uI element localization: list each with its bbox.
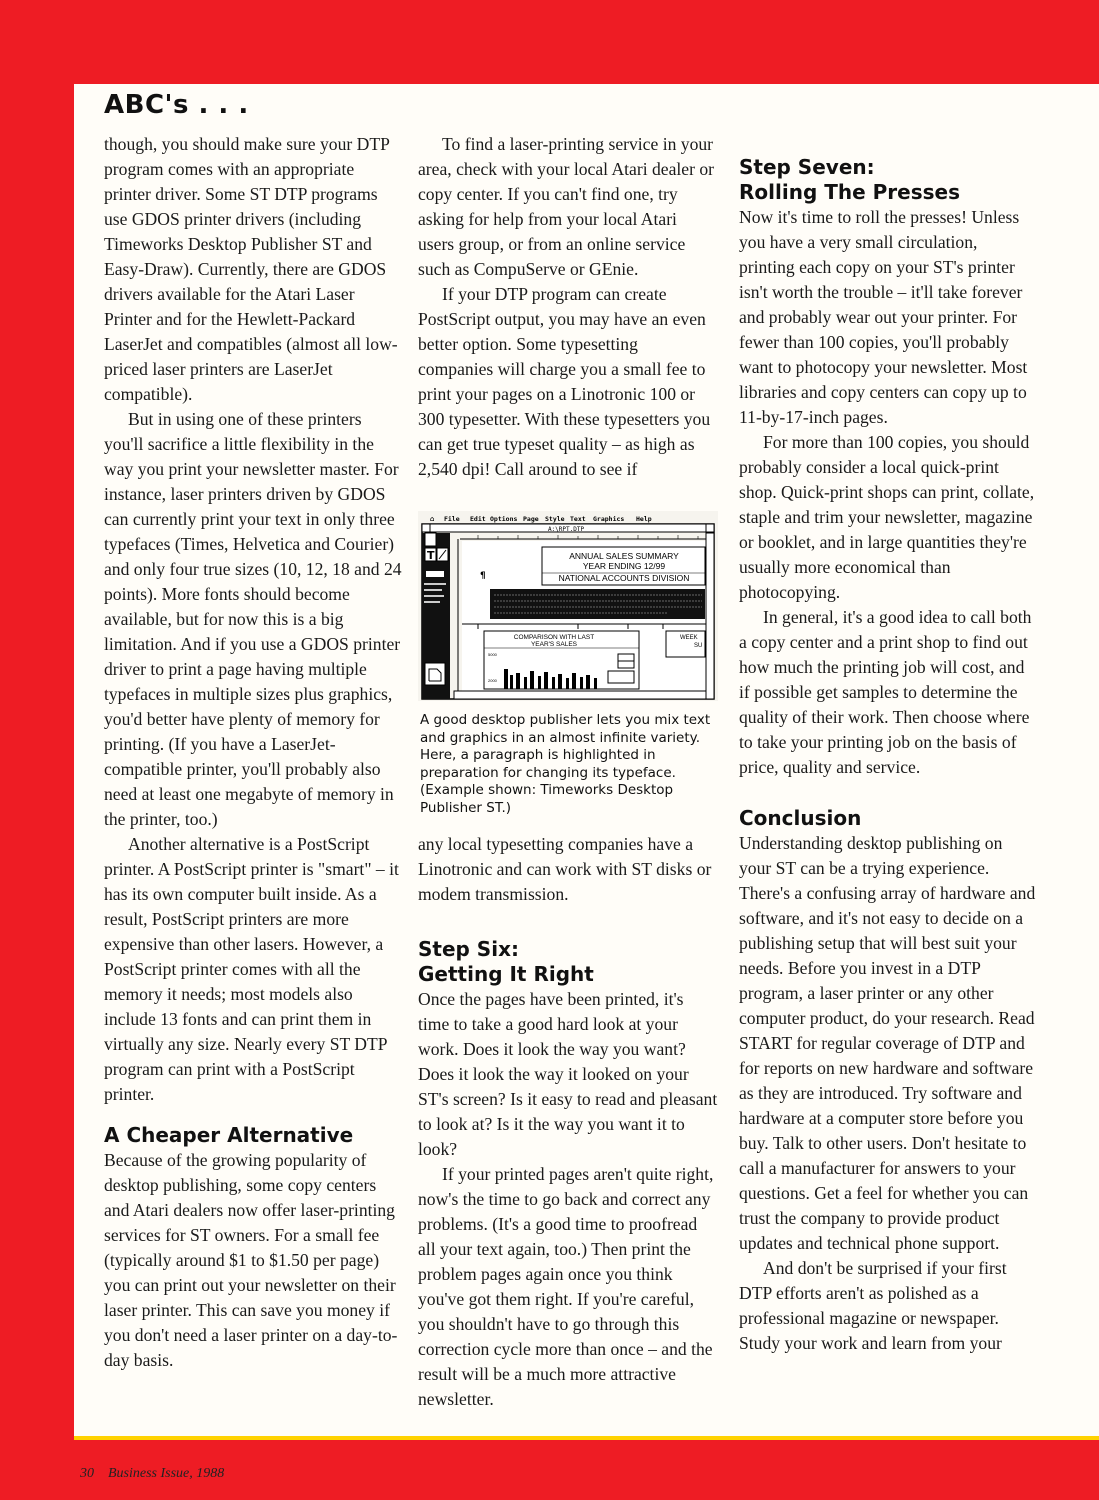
menu-item: Text	[570, 515, 586, 523]
section-heading: Conclusion	[739, 806, 862, 830]
menu-item: Help	[636, 515, 652, 523]
fullsize-box-icon	[706, 524, 714, 532]
box-line: YEAR ENDING 12/99	[582, 561, 666, 571]
column-2-bottom	[418, 832, 718, 1412]
paragraph: To find a laser-printing service in your area, check with your local Atari dealer or copy center. If you can't find one, try asking for help from your local Atari users group, or from an online service such as CompuServe or GEnie.	[418, 134, 715, 279]
section-heading: Step Seven:	[739, 155, 875, 179]
column-2-top	[418, 132, 716, 482]
page-footer	[80, 1466, 238, 1482]
menu-item: File	[444, 515, 460, 523]
box-line: NATIONAL ACCOUNTS DIVISION	[558, 573, 690, 583]
text-tool-icon: T	[427, 549, 435, 562]
close-box-icon	[422, 524, 430, 532]
screenshot-image	[418, 511, 718, 701]
column-3	[739, 155, 1037, 1356]
select-tool-icon	[425, 533, 436, 546]
paragraph: For more than 100 copies, you should probably consider a local quick-print shop. Quick-print shops can print, collate, staple and trim your newsletter, magazine or booklet, and in large quantities they're usually more economical than photocopying.	[739, 432, 1035, 602]
menu-item: Page	[523, 515, 539, 523]
box-line: WEEK	[680, 635, 698, 641]
section-heading: Getting It Right	[418, 962, 594, 986]
box-line: YEAR'S SALES	[530, 641, 578, 648]
figure-caption: A good desktop publisher lets you mix text and graphics in an almost infinite variety. Here, a paragraph is highlighted in preparation for changing its typeface. (Example shown: Timeworks Desktop Publisher ST.)	[420, 712, 711, 816]
section-heading: A Cheaper Alternative	[104, 1123, 354, 1147]
window-title: A:\RPT.DTP	[547, 526, 585, 533]
section-heading: Rolling The Presses	[739, 180, 960, 204]
atari-logo-icon: ⌂	[430, 515, 435, 523]
horizontal-scrollbar	[454, 691, 706, 699]
box-line: ANNUAL SALES SUMMARY	[569, 551, 679, 561]
dtp-screenshot-figure	[418, 511, 718, 701]
menu-item: Style	[545, 515, 565, 523]
axis-label: 5000	[488, 652, 497, 657]
paragraph: If your printed pages aren't quite right, now's the time to go back and correct any problems. (It's a good time to proofread all your text again, too.) Then print the problem pages again once you think you've got them right. If you're careful, you shouldn't have to go through this correction cycle more than once – and the result will be a much more attractive newsletter.	[418, 1164, 714, 1409]
axis-label: 2000	[488, 678, 497, 683]
issue-label: Business Issue, 1988	[108, 1466, 225, 1481]
paragraph: If your DTP program can create PostScript output, you may have an even better option. Some typesetting companies will charge you a small fee to print your pages on a Linotronic 100 or 300 typesetter. With these typesetters you can get true typeset quality – as high as 2,540 dpi! Call around to see if	[418, 284, 711, 479]
column-1	[104, 132, 402, 1373]
paragraph: Understanding desktop publishing on your ST can be a trying experience. There's a confusing array of hardware and software, and it's not easy to decide on a publishing setup that will best suit your needs. Before you invest in a DTP program, a laser printer or any other computer product, do your research. Read START for regular coverage of DTP and for reports on new hardware and software as they are introduced. Try software and hardware at a computer store before you buy. Talk to other users. Don't hesitate to call a manufacturer for answers to your questions. Get a feel for whether you can trust the company to provide product updates and technical phone support.	[739, 833, 1036, 1253]
paragraph: Another alternative is a PostScript printer. A PostScript printer is "smart" – it has its own computer built inside. As a result, PostScript printers are more expensive than other lasers. However, a PostScript printer comes with all the memory it needs; most models also include 13 fonts and can print them in virtually any size. Nearly every ST DTP program can print with a PostScript printer.	[104, 834, 399, 1104]
page-number: 30	[80, 1466, 94, 1481]
yellow-rule	[74, 1436, 1099, 1440]
svg-text:¶: ¶	[480, 571, 486, 581]
paragraph: And don't be surprised if your first DTP efforts aren't as polished as a professional magazine or newspaper. Study your work and learn from your	[739, 1258, 1007, 1353]
paragraph: But in using one of these printers you'll sacrifice a little flexibility in the way you print your newsletter master. For instance, laser printers driven by GDOS can currently print your text in only three typefaces (Times, Helvetica and Courier) and only four true sizes (10, 12, 18 and 24 points). More fonts should become available, but for now this is a big limitation. And if you use a GDOS printer driver to print a page having multiple typefaces in multiple sizes plus graphics, you'd better have plenty of memory for printing. (If you have a LaserJet-compatible printer, you'll probably also need at least one megabyte of memory in the printer, too.)	[104, 409, 402, 829]
highlighted-paragraph	[490, 589, 705, 619]
section-heading: Step Six:	[418, 937, 519, 961]
paragraph: In general, it's a good idea to call both a copy center and a print shop to find out how much the printing job will cost, and if possible get samples to determine the quality of their work. Then choose where to take your printing job on the basis of price, quality and service.	[739, 607, 1032, 777]
paragraph: Now it's time to roll the presses! Unless you have a very small circulation, printing each copy on your ST's printer isn't worth the trouble – it'll take forever and probably wear out your printer. For fewer than 100 copies, you'll probably want to photocopy your newsletter. Most libraries and copy centers can copy up to 11-by-17-inch pages.	[739, 207, 1028, 427]
page-header: ABC's . . .	[104, 90, 249, 120]
paragraph: Once the pages have been printed, it's time to take a good hard look at your work. Does it look the way you want? Does it look the way it looked on your ST's screen? Is it easy to read and pleasant to look at? Is it the way you want it to look?	[418, 989, 718, 1159]
paragraph: though, you should make sure your DTP program comes with an appropriate printer driver. Some ST DTP programs use GDOS printer drivers (including Timeworks Desktop Publisher ST and Easy-Draw). Currently, there are GDOS drivers available for the Atari Laser Printer and for the Hewlett-Packard LaserJet and compatibles (almost all low-priced laser printers are LaserJet compatible).	[104, 134, 398, 404]
menu-item: Edit	[470, 515, 486, 523]
menu-item: Graphics	[593, 515, 625, 523]
page-icon	[425, 663, 445, 685]
paragraph: any local typesetting companies have a Linotronic and can work with ST disks or modem transmission.	[418, 834, 712, 904]
paragraph: Because of the growing popularity of desktop publishing, some copy centers and Atari dealers now offer laser-printing services for ST owners. For a small fee (typically around $1 to $1.50 per page) you can print out your newsletter on their laser printer. This can save you money if you don't need a laser printer on a day-to-day basis.	[104, 1150, 398, 1370]
box-line: SU	[694, 643, 703, 649]
vertical-scrollbar	[706, 533, 714, 699]
box-line: COMPARISON WITH LAST	[513, 634, 595, 641]
menu-item: Options	[490, 515, 518, 523]
